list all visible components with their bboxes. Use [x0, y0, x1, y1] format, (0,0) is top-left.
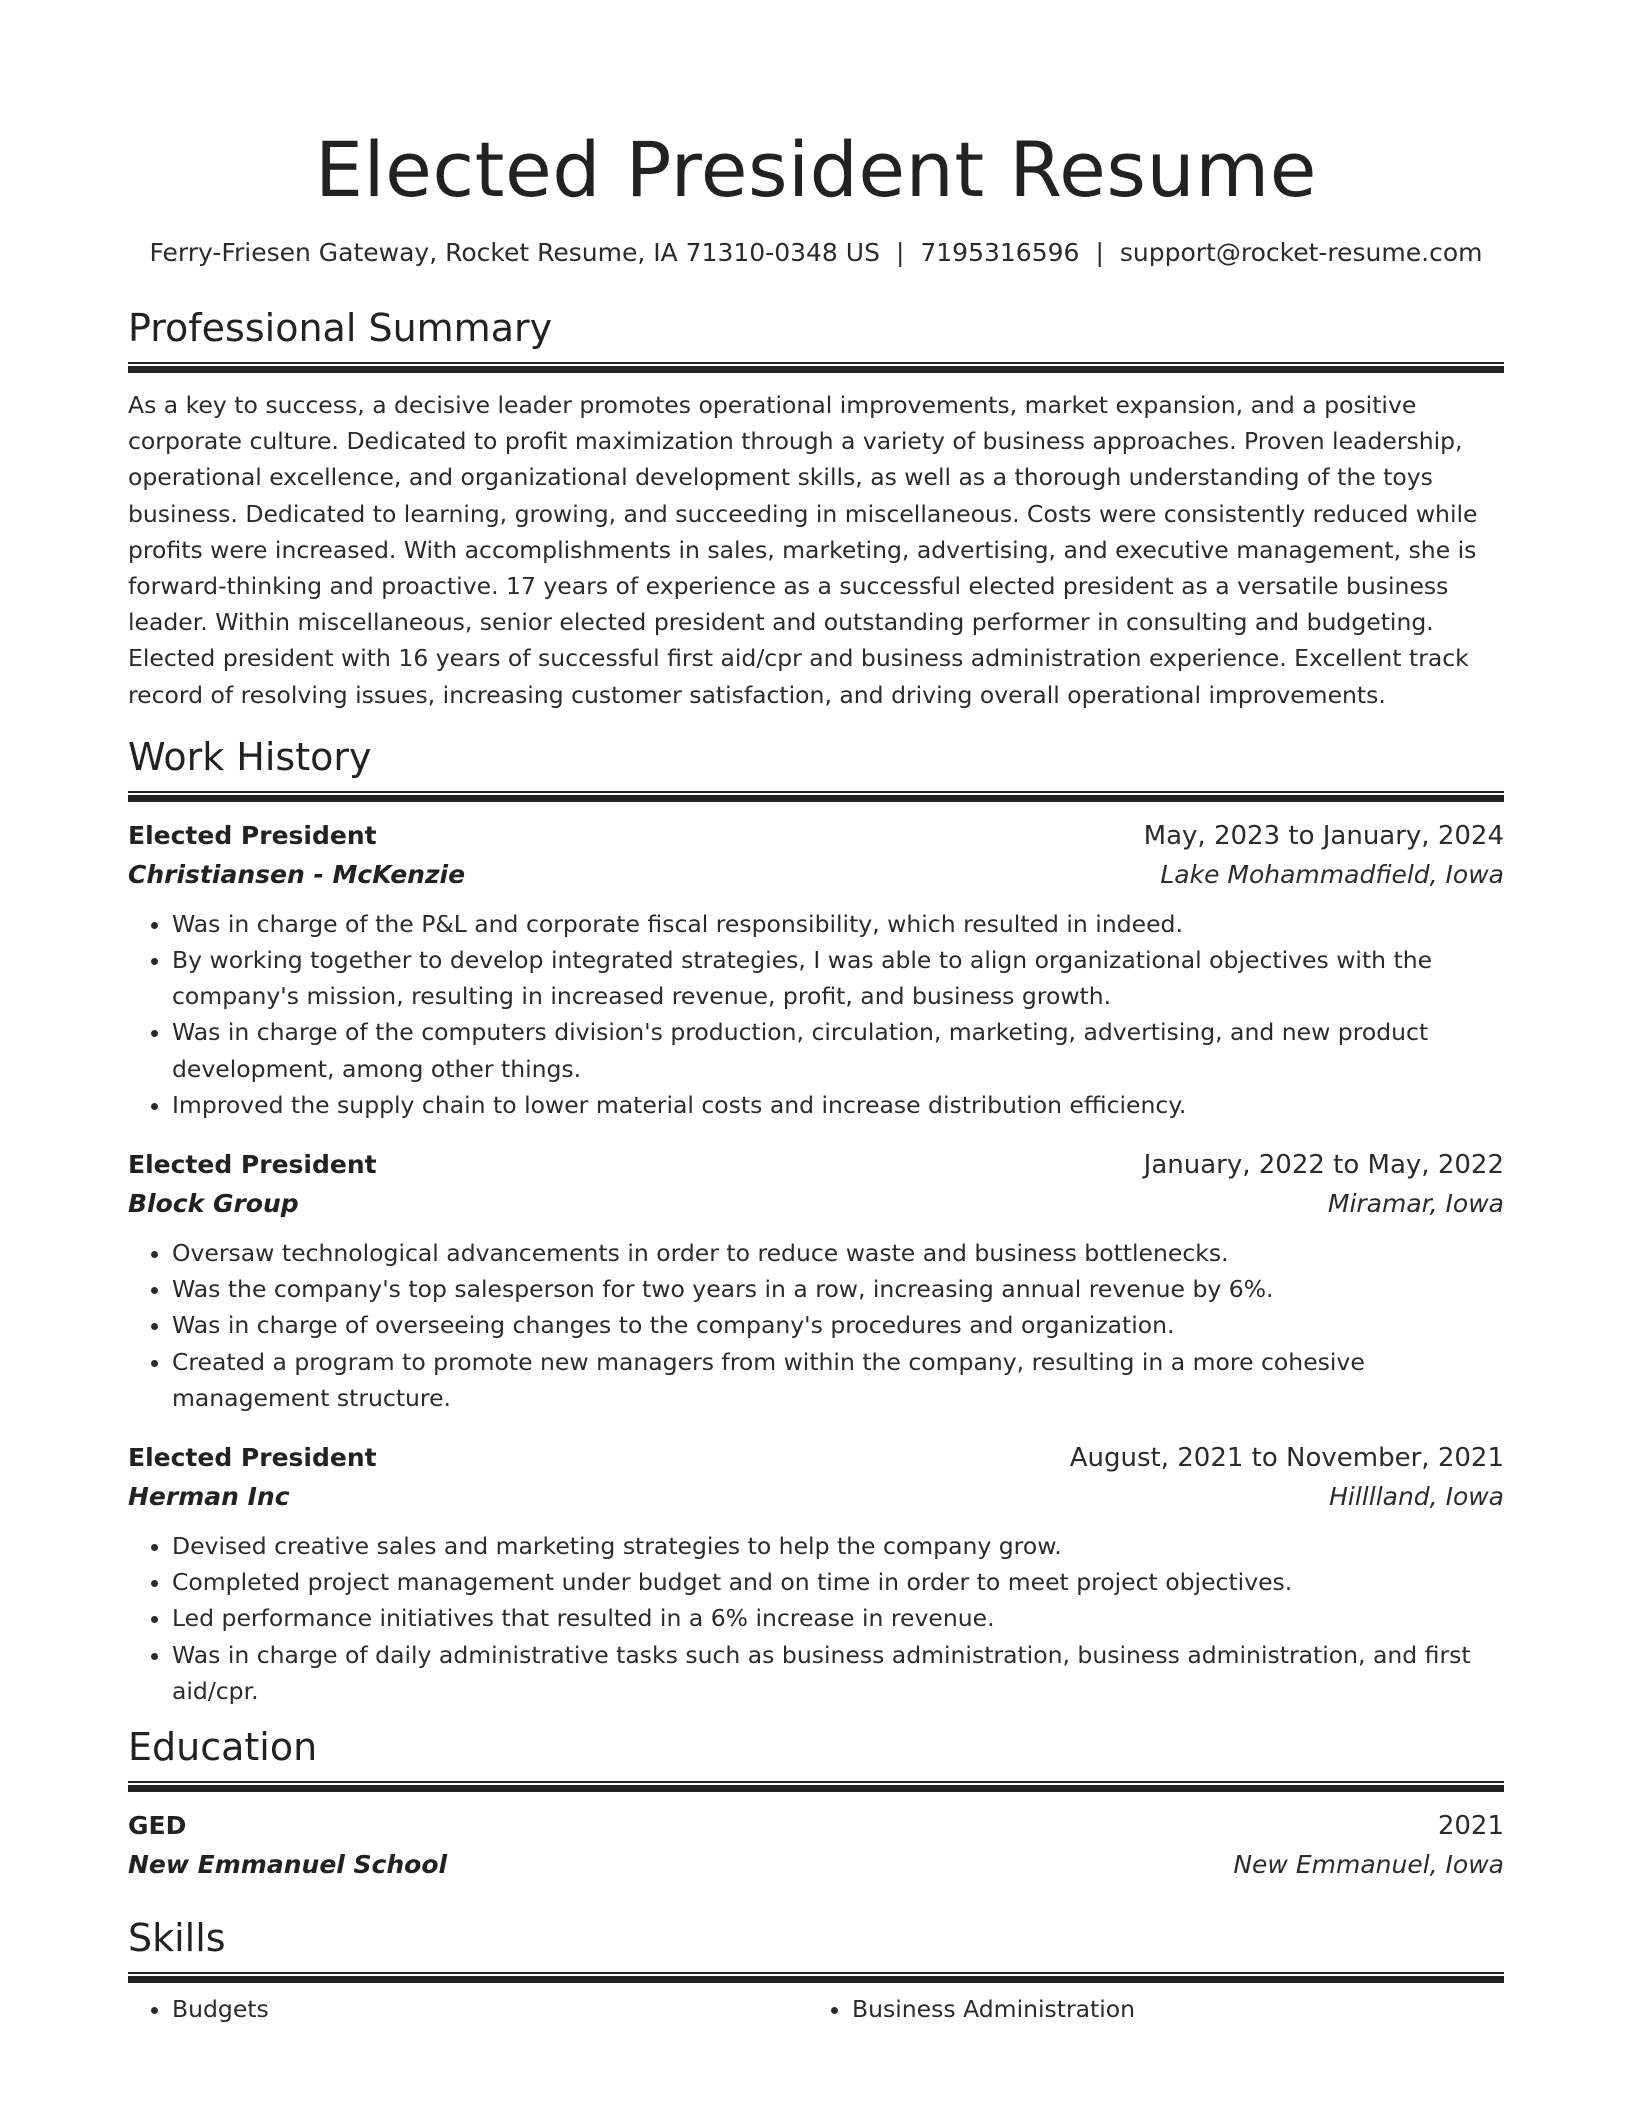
education-degree: GED — [128, 1811, 187, 1841]
contact-separator: | — [1095, 238, 1104, 267]
section-divider — [128, 1972, 1504, 1983]
summary-text: As a key to success, a decisive leader promotes operational improvements, market expansion, and a positive corporate culture. Dedicated to profit maximization through a variety of business approaches. Proven leadership, operational excellence, and organizational development skills, as well as a thorough understanding of the toys business. Dedicated to learning, growing, and succeeding in miscellaneous. Costs were consistently reduced while profits were increased. With accomplishments in sales, marketing, advertising, and executive management, she is forward-thinking and proactive. 17 years of experience as a successful elected president as a versatile business leader. Within miscellaneous, senior elected president and outstanding performer in consulting and budgeting. Elected president with 16 years of successful first aid/cpr and business administration experience. Excellent track record of resolving issues, increasing customer satisfaction, and driving overall operational improvements. — [128, 391, 1478, 709]
job-title: Elected President — [128, 820, 377, 850]
skills-grid — [128, 1991, 1504, 2027]
job-company: Christiansen - McKenzie — [128, 859, 466, 889]
list-item: • Was in charge of daily administrative tasks such as business administration, business administration, and first aid/cpr. — [172, 1637, 1504, 1709]
job-entry — [128, 816, 1504, 1123]
job-title: Elected President — [128, 1443, 377, 1473]
list-item: • Was in charge of the P&L and corporate fiscal responsibility, which resulted in indeed. — [172, 906, 1504, 942]
job-dates: January, 2022 to May, 2022 — [1143, 1150, 1504, 1181]
list-item: • Was in charge of overseeing changes to the company's procedures and organization. — [172, 1307, 1504, 1343]
section-divider — [128, 362, 1504, 373]
job-dates: August, 2021 to November, 2021 — [1069, 1443, 1504, 1474]
resume-title: Elected President Resume — [314, 125, 1317, 214]
list-item: • Was in charge of the computers division's production, circulation, marketing, advertising, and new product development, among other things. — [172, 1014, 1504, 1086]
education-location: New Emmanuel, Iowa — [1233, 1850, 1504, 1880]
job-company: Herman Inc — [128, 1482, 290, 1512]
skill-item: • Budgets — [172, 1991, 808, 2027]
section-divider — [128, 791, 1504, 802]
job-bullets — [128, 1528, 1504, 1709]
list-item: • By working together to develop integrated strategies, I was able to align organizational objectives with the company's mission, resulting in increased revenue, profit, and business growth. — [172, 942, 1504, 1014]
education-section — [128, 1723, 1504, 1884]
education-entry — [128, 1806, 1504, 1884]
list-item: • Improved the supply chain to lower material costs and increase distribution efficiency. — [172, 1087, 1504, 1123]
summary-heading: Professional Summary — [128, 306, 553, 350]
list-item: • Led performance initiatives that resulted in a 6% increase in revenue. — [172, 1600, 1504, 1636]
work-history-section — [128, 733, 1504, 1709]
contact-phone: 7195316596 — [920, 238, 1080, 267]
skills-column-left — [128, 1991, 808, 2027]
education-school: New Emmanuel School — [128, 1850, 448, 1880]
job-entry — [128, 1145, 1504, 1416]
list-item: • Was the company's top salesperson for two years in a row, increasing annual revenue by 6%. — [172, 1271, 1504, 1307]
list-item: • Devised creative sales and marketing strategies to help the company grow. — [172, 1528, 1504, 1564]
education-heading: Education — [128, 1725, 318, 1770]
job-location: Lake Mohammadfield, Iowa — [1160, 859, 1504, 889]
job-bullets — [128, 906, 1504, 1123]
section-divider — [128, 1781, 1504, 1792]
skills-column-right — [808, 1991, 1488, 2027]
contact-line — [128, 236, 1504, 270]
job-bullets — [128, 1235, 1504, 1416]
skills-section — [128, 1914, 1504, 2027]
contact-separator: | — [895, 238, 905, 267]
education-year: 2021 — [1437, 1811, 1504, 1842]
skills-heading: Skills — [128, 1916, 226, 1961]
job-company: Block Group — [128, 1189, 299, 1219]
job-dates: May, 2023 to January, 2024 — [1143, 820, 1504, 851]
job-location: Hilllland, Iowa — [1329, 1482, 1504, 1512]
job-title: Elected President — [128, 1150, 377, 1180]
work-history-heading: Work History — [128, 734, 372, 779]
contact-email[interactable]: support@rocket-resume.com — [1119, 238, 1483, 267]
list-item: • Completed project management under budget and on time in order to meet project objectives. — [172, 1564, 1504, 1600]
list-item: • Oversaw technological advancements in order to reduce waste and business bottlenecks. — [172, 1235, 1504, 1271]
contact-address: Ferry-Friesen Gateway, Rocket Resume, IA 71310-0348 US — [149, 238, 880, 267]
skill-item: • Business Administration — [852, 1991, 1488, 2027]
resume-page — [128, 0, 1504, 2027]
job-entry — [128, 1438, 1504, 1709]
list-item: • Created a program to promote new managers from within the company, resulting in a more cohesive management structure. — [172, 1344, 1504, 1416]
summary-section — [128, 304, 1504, 713]
job-location: Miramar, Iowa — [1327, 1189, 1504, 1219]
